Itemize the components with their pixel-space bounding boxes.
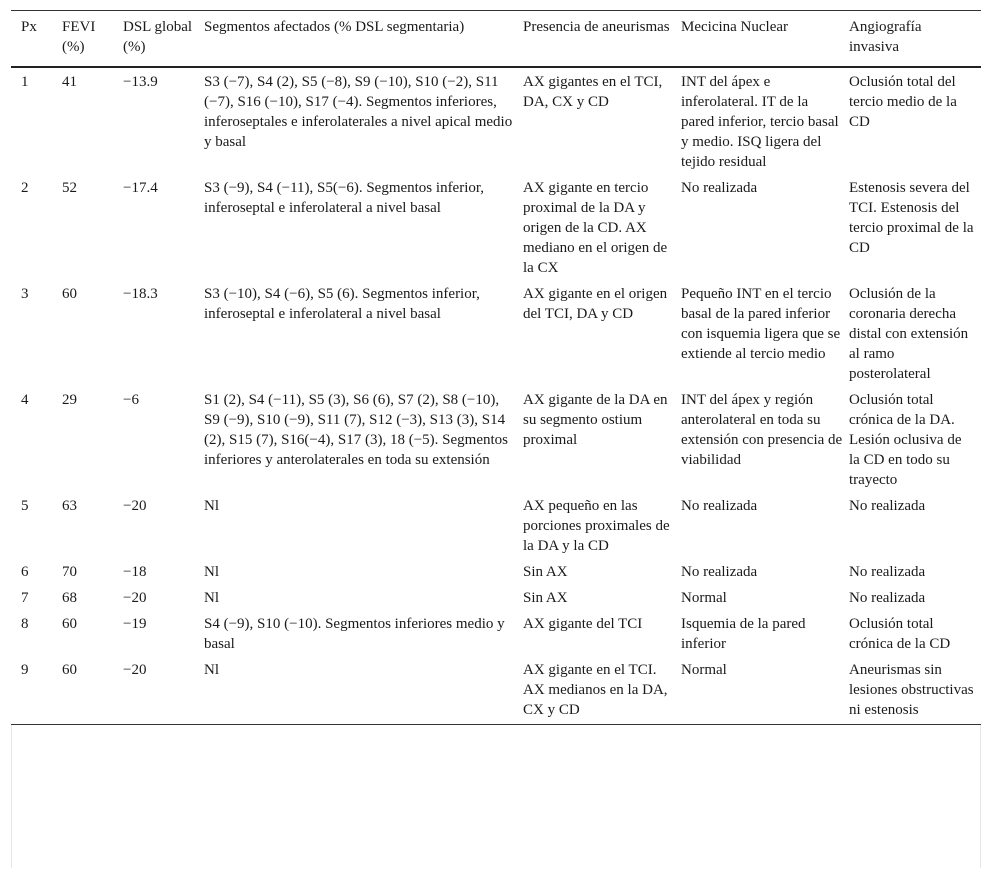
header-px: Px — [11, 11, 62, 67]
cell-px: 9 — [21, 662, 29, 678]
cell-px: 5 — [21, 498, 29, 514]
cell-aneurismas: AX pequeño en las porciones proximales de la DA y la CD — [523, 498, 670, 554]
cell-px: 8 — [21, 616, 29, 632]
cell-aneurismas: AX gigante del TCI — [523, 616, 643, 632]
cell-medicina: No realizada — [681, 498, 758, 514]
cell-px: 7 — [21, 590, 29, 606]
cell-fevi: 68 — [62, 590, 77, 606]
cell-angiografia: No realizada — [849, 498, 926, 514]
cell-aneurismas: AX gigante en el origen del TCI, DA y CD — [523, 286, 668, 322]
patients-table-container — [11, 10, 981, 725]
cell-px: 4 — [21, 392, 29, 408]
cell-dsl: −18 — [123, 564, 147, 580]
table-row — [11, 492, 981, 558]
table-row — [11, 656, 981, 724]
cell-angiografia: No realizada — [849, 590, 926, 606]
table-row — [11, 610, 981, 656]
cell-fevi: 60 — [62, 616, 77, 632]
table-row — [11, 174, 981, 280]
patients-table — [11, 11, 981, 724]
cell-aneurismas: Sin AX — [523, 590, 568, 606]
cell-aneurismas: AX gigante en el TCI. AX medianos en la DA, CX y CD — [523, 662, 668, 718]
cell-fevi: 70 — [62, 564, 77, 580]
cell-medicina: INT del ápex e inferolateral. IT de la pared inferior, tercio basal y medio. ISQ ligera del tejido residual — [681, 74, 839, 170]
cell-dsl: −6 — [123, 392, 139, 408]
cell-medicina: Normal — [681, 590, 727, 606]
cell-fevi: 52 — [62, 180, 77, 196]
cell-dsl: −17.4 — [123, 180, 158, 196]
cell-aneurismas: AX gigante de la DA en su segmento ostium proximal — [523, 392, 668, 448]
cell-dsl: −20 — [123, 662, 147, 678]
cell-angiografia: Estenosis severa del TCI. Estenosis del tercio proximal de la CD — [849, 180, 974, 256]
cell-segmentos: Nl — [204, 590, 219, 606]
table-row — [11, 386, 981, 492]
header-row — [11, 11, 981, 67]
header-aneurismas: Presencia de aneurismas — [523, 11, 681, 67]
cell-segmentos: Nl — [204, 498, 219, 514]
cell-medicina: Pequeño INT en el tercio basal de la pared inferior con isquemia ligera que se extiende al tercio medio — [681, 286, 841, 362]
table-header — [11, 11, 981, 67]
table-row — [11, 67, 981, 174]
cell-segmentos: Nl — [204, 662, 219, 678]
cell-fevi: 63 — [62, 498, 77, 514]
cell-angiografia: Oclusión total crónica de la CD — [849, 616, 951, 652]
cell-dsl: −18.3 — [123, 286, 158, 302]
cell-segmentos: S4 (−9), S10 (−10). Segmentos inferiores medio y basal — [204, 616, 505, 652]
cell-angiografia: Oclusión de la coronaria derecha distal con extensión al ramo posterolateral — [849, 286, 969, 382]
cell-medicina: Normal — [681, 662, 727, 678]
cell-segmentos: S3 (−10), S4 (−6), S5 (6). Segmentos inferior, inferoseptal e inferolateral a nivel basal — [204, 286, 480, 322]
cell-segmentos: S3 (−7), S4 (2), S5 (−8), S9 (−10), S10 (−2), S11 (−7), S16 (−10), S17 (−4). Segmentos inferiores, inferoseptales e inferolaterales a nivel apical medio y basal — [204, 74, 513, 150]
table-row — [11, 280, 981, 386]
table-body — [11, 67, 981, 724]
cell-angiografia: No realizada — [849, 564, 926, 580]
cell-dsl: −19 — [123, 616, 147, 632]
cell-angiografia: Aneurismas sin lesiones obstructivas ni estenosis — [849, 662, 974, 718]
cell-angiografia: Oclusión total del tercio medio de la CD — [849, 74, 957, 130]
cell-segmentos: Nl — [204, 564, 219, 580]
header-fevi: FEVI (%) — [62, 11, 123, 67]
header-angiografia: Angiografía invasiva — [849, 11, 981, 67]
cell-fevi: 60 — [62, 286, 77, 302]
cell-medicina: No realizada — [681, 180, 758, 196]
header-segmentos: Segmentos afectados (% DSL segmentaria) — [204, 11, 523, 67]
header-medicina-nuclear: Mecicina Nuclear — [681, 11, 849, 67]
cell-aneurismas: AX gigante en tercio proximal de la DA y origen de la CD. AX mediano en el origen de la CX — [523, 180, 668, 276]
cell-px: 1 — [21, 74, 29, 90]
cell-angiografia: Oclusión total crónica de la DA. Lesión oclusiva de la CD en todo su trayecto — [849, 392, 962, 488]
cell-medicina: Isquemia de la pared inferior — [681, 616, 806, 652]
cell-dsl: −20 — [123, 590, 147, 606]
cell-dsl: −20 — [123, 498, 147, 514]
header-dsl-global: DSL global (%) — [123, 11, 204, 67]
cell-px: 2 — [21, 180, 29, 196]
cell-dsl: −13.9 — [123, 74, 158, 90]
cell-fevi: 29 — [62, 392, 77, 408]
cell-medicina: No realizada — [681, 564, 758, 580]
cell-segmentos: S1 (2), S4 (−11), S5 (3), S6 (6), S7 (2), S8 (−10), S9 (−9), S10 (−9), S11 (7), S12 (−3), S13 (3), S14 (2), S15 (7), S16(−4), S17 (3), 18 (−5). Segmentos inferiores y anterolaterales en toda su extensión — [204, 392, 508, 468]
cell-segmentos: S3 (−9), S4 (−11), S5(−6). Segmentos inferior, inferoseptal e inferolateral a nivel basal — [204, 180, 485, 216]
cell-aneurismas: AX gigantes en el TCI, DA, CX y CD — [523, 74, 663, 110]
cell-fevi: 60 — [62, 662, 77, 678]
cell-medicina: INT del ápex y región anterolateral en toda su extensión con presencia de viabilidad — [681, 392, 843, 468]
cell-fevi: 41 — [62, 74, 77, 90]
table-row — [11, 584, 981, 610]
cell-aneurismas: Sin AX — [523, 564, 568, 580]
cell-px: 3 — [21, 286, 29, 302]
table-row — [11, 558, 981, 584]
cell-px: 6 — [21, 564, 29, 580]
